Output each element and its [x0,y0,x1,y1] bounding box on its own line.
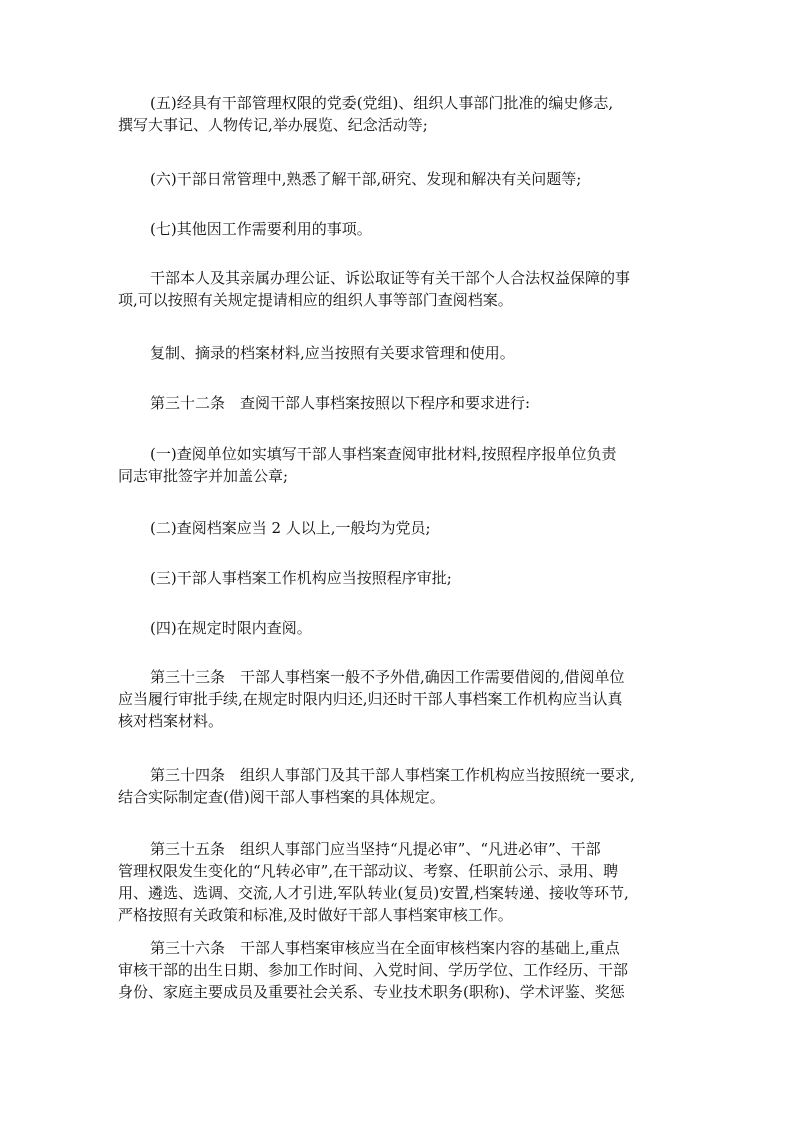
paragraph-article-36 [118,937,678,1003]
paragraph-item-3 [118,567,678,589]
text-line: (一)查阅单位如实填写干部人事档案查阅审批材料,按照程序报单位负责 [150,445,617,463]
paragraph-copy-excerpt [118,342,678,364]
text-line: 用、遴选、选调、交流,人才引进,军队转业(复员)安置,档案转递、接收等环节, [118,884,629,902]
paragraph-article-35 [118,838,678,926]
text-line: (六)干部日常管理中,熟悉了解干部,研究、发现和解决有关问题等; [150,170,582,188]
text-line: 第三十四条 组织人事部门及其干部人事档案工作机构应当按照统一要求, [150,766,635,784]
paragraph-item-1 [118,443,678,487]
text-line: 管理权限发生变化的“凡转必审”,在干部动议、考察、任职前公示、录用、聘 [118,862,619,880]
text-line: 第三十二条 查阅干部人事档案按照以下程序和要求进行: [150,394,531,412]
paragraph-item-7 [118,218,678,240]
text-line: 撰写大事记、人物传记,举办展览、纪念活动等; [118,116,428,134]
text-line: 核对档案材料。 [118,712,224,730]
text-line: (七)其他因工作需要利用的事项。 [150,220,372,238]
text-line: (三)干部人事档案工作机构应当按照程序审批; [150,569,452,587]
paragraph-item-4 [118,617,678,639]
text-line: 严格按照有关政策和标准,及时做好干部人事档案审核工作。 [118,906,513,924]
text-line: 审核干部的出生日期、参加工作时间、入党时间、学历学位、工作经历、干部 [118,961,629,979]
paragraph-personal-access [118,267,678,311]
text-line: (四)在规定时限内查阅。 [150,619,312,637]
paragraph-item-5 [118,92,678,136]
text-line: 结合实际制定查(借)阅干部人事档案的具体规定。 [118,788,445,806]
text-line: 第三十五条 组织人事部门应当坚持“凡提必审”、“凡进必审”、干部 [150,840,601,858]
text-line: 项,可以按照有关规定提请相应的组织人事等部门查阅档案。 [118,291,513,309]
text-line: 第三十六条 干部人事档案审核应当在全面审核档案内容的基础上,重点 [150,939,620,957]
text-line: (五)经具有干部管理权限的党委(党组)、组织人事部门批准的编史修志, [150,94,614,112]
text-line: 身份、家庭主要成员及重要社会关系、专业技术职务(职称)、学术评鉴、奖惩 [118,983,625,1001]
text-line: 应当履行审批手续,在规定时限内归还,归还时干部人事档案工作机构应当认真 [118,690,623,708]
text-line: 同志审批签字并加盖公章; [118,467,289,485]
text-line: 干部本人及其亲属办理公证、诉讼取证等有关干部个人合法权益保障的事 [150,269,631,287]
paragraph-item-6 [118,168,678,190]
paragraph-article-32 [118,392,678,414]
paragraph-article-34 [118,764,678,808]
text-line: 复制、摘录的档案材料,应当按照有关要求管理和使用。 [150,344,515,362]
paragraph-article-33 [118,666,678,732]
text-line: (二)查阅档案应当 2 人以上,一般均为党员; [150,519,431,537]
text-line: 第三十三条 干部人事档案一般不予外借,确因工作需要借阅的,借阅单位 [150,668,625,686]
paragraph-item-2 [118,517,678,539]
